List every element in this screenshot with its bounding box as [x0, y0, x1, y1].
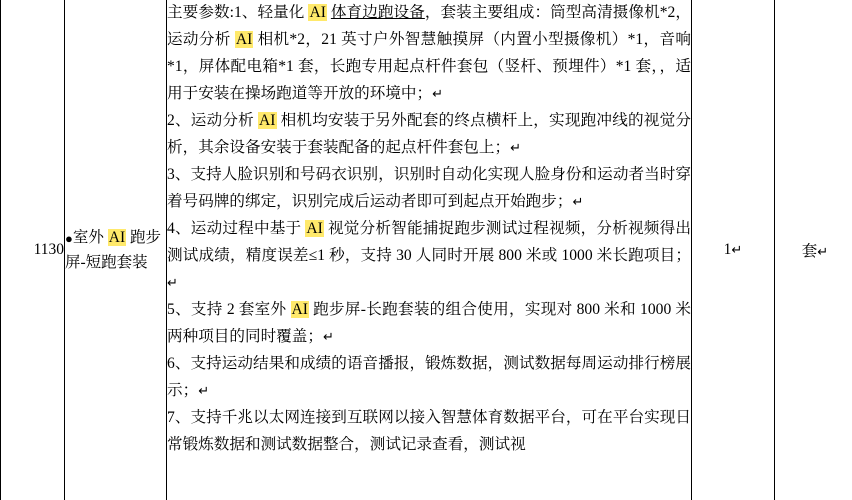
spec-1-seg-7: 相机*2，21 英寸户外智慧触摸屏（内置小型摄像机）*1，音响*1，屏体配电箱*1 套，长跑专用起点杆件套包（竖杆、预埋件）*1 套，，适用于安装在操场跑道等开放的环境中；	[167, 30, 691, 102]
table-row	[1, 0, 852, 500]
spec-5-highlight-ai: AI	[291, 300, 309, 318]
row-number-cell	[1, 0, 65, 500]
spec-7-seg-1: 7、支持千兆以太网连接到互联网以接入智慧体育数据平台，可在平台实现日常锻炼数据和测试数据整合，测试记录查看，测试视	[167, 408, 691, 453]
spec-1-highlight-ai-2: AI	[235, 30, 253, 48]
quantity-cell	[692, 0, 775, 500]
spec-2-seg-1: 2、运动分析	[167, 111, 259, 129]
spec-4-highlight-ai: AI	[306, 219, 323, 237]
spec-4-seg-1: 4、运动过程中基于	[167, 219, 306, 237]
spec-line-3	[167, 162, 691, 216]
spec-4-paragraph-mark: ↵	[167, 274, 178, 290]
specification-clip	[167, 0, 691, 500]
spec-1-seg-1: 主要参数:1、轻量化	[167, 4, 309, 21]
spec-1-paragraph-mark: ↵	[432, 85, 444, 101]
spec-3-paragraph-mark: ↵	[572, 193, 584, 209]
specification-text	[167, 0, 691, 458]
item-name-part-1: 室外	[72, 228, 108, 246]
quantity-paragraph-mark: ↵	[731, 242, 743, 257]
item-name-part-3: 跑步屏-短跑套装	[65, 228, 161, 271]
spec-line-5	[167, 297, 691, 351]
spec-line-7	[167, 405, 691, 459]
spec-1-highlight-ai-1: AI	[309, 4, 326, 21]
unit-value: 套	[801, 243, 818, 260]
spec-line-2	[167, 108, 691, 162]
spec-1-underlined-term: 体育边跑设备	[330, 4, 425, 21]
spec-3-seg-1: 3、支持人脸识别和号码衣识别，识别时自动化实现人脸身份和运动者当时穿着号码牌的绑定，识别完成后运动者即可到起点开始跑步；	[167, 165, 691, 210]
spec-4-seg-3: 视觉分析智能捕捉跑步测试过程视频，分析视频得出测试成绩，精度误差≤1 秒，支持 30 人同时开展 800 米或 1000 米长跑项目；	[167, 219, 691, 264]
item-name-cell	[65, 0, 167, 500]
spec-5-seg-1: 5、支持 2 套室外	[167, 300, 291, 318]
spec-2-highlight-ai: AI	[259, 111, 276, 129]
unit-paragraph-mark: ↵	[817, 244, 829, 259]
unit-cell	[775, 0, 852, 500]
specification-cell	[167, 0, 692, 500]
quantity-value: 1	[723, 241, 732, 258]
row-number: 1130	[33, 241, 64, 259]
spec-2-paragraph-mark: ↵	[510, 139, 521, 155]
spec-6-seg-1: 6、支持运动结果和成绩的语音播报，锻炼数据，测试数据每周运动排行榜展示；	[167, 354, 691, 399]
spec-5-paragraph-mark: ↵	[322, 328, 334, 344]
spec-line-6	[167, 351, 691, 405]
bullet-icon: ●	[65, 230, 73, 246]
item-name-highlight-ai: AI	[108, 228, 126, 246]
spec-2-seg-3: 相机均安装于另外配套的终点横杆上，实现跑冲线的视觉分析，其余设备安装于套装配备的起点杆件套包上；	[167, 111, 691, 156]
spec-line-1	[167, 0, 691, 108]
spec-line-4	[167, 216, 691, 297]
spec-6-paragraph-mark: ↵	[198, 382, 210, 398]
spec-1-seg-5: ，套装主要组成：筒型高清摄像机*2，运动分析	[167, 4, 691, 48]
spec-5-seg-3: 跑步屏-长跑套装的组合使用，实现对 800 米和 1000 米两种项目的同时覆盖；	[167, 300, 691, 345]
